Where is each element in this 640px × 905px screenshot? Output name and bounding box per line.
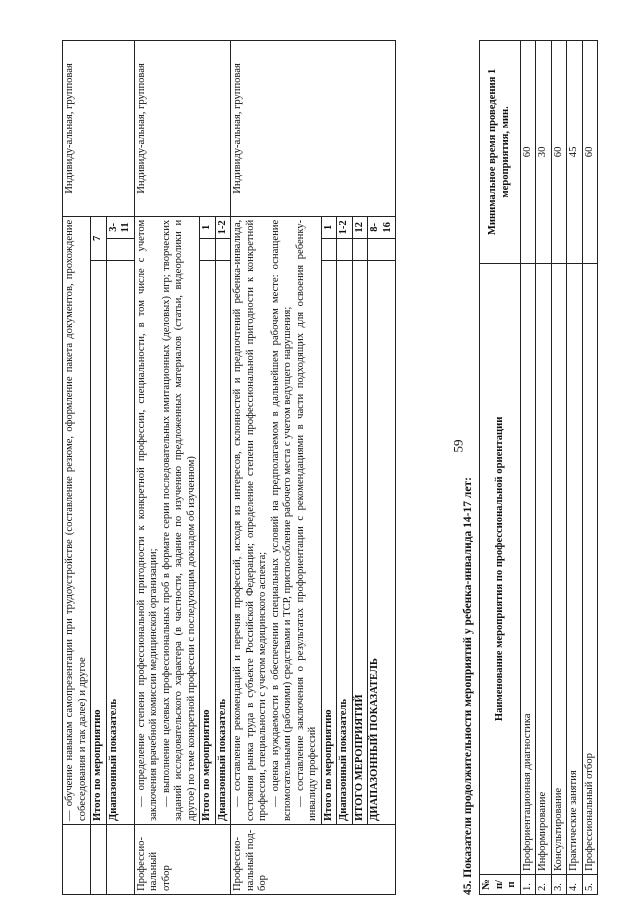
section-total-value: 1 xyxy=(200,216,216,238)
row-name: Консультирование xyxy=(551,263,567,874)
row-name: Профессиональный отбор xyxy=(582,263,598,874)
row-name: Информирование xyxy=(536,263,552,874)
section-name: Профессио-нальный отбор xyxy=(134,825,231,895)
intro-range-label: Диапазонный показатель xyxy=(106,260,134,824)
section-row xyxy=(231,41,322,895)
section-paragraph: — составление рекомендаций и перечня профессий, исходя из интересов, склонностей и предпочтений ребенка-инвалида, состояния рынка труда в субъекте Российской Федерации; определение степени профессиональной пригодности к конкретной профессии, специальности с учетом медицинского аспекта; xyxy=(232,219,268,822)
section-range-label: Диапазонный показатель xyxy=(215,260,231,824)
row-num: 5. xyxy=(582,875,598,895)
row-num: 3. xyxy=(551,875,567,895)
section-form: Индивиду-альная, групповая xyxy=(231,41,396,217)
duration-table xyxy=(479,40,598,895)
section-range-value: 1-2 xyxy=(337,216,353,238)
page-number: 59 xyxy=(450,439,466,453)
section-paragraph: — оценка нуждаемости в обеспечении специальных условий на предполагаемом в дальнейшем рабочем месте: оснащение вспомогательными (рабочими) средствами и ТСР, приспособление рабочего места с учетом ведущего нарушения; xyxy=(269,219,293,822)
row-time: 45 xyxy=(567,41,583,264)
intro-text: — обучение навыкам самопрезентации при трудоустройстве (составление резюме, оформление пакета документов, прохождение собеседования и так далее) и другое xyxy=(63,216,91,824)
section-total-value: 1 xyxy=(321,216,337,238)
grand-range-value: 8-16 xyxy=(368,216,396,238)
intro-form-cell: Индивиду-альная, групповая xyxy=(63,41,135,217)
intro-total-label: Итого по мероприятию xyxy=(91,260,107,824)
section-range-value: 1-2 xyxy=(215,216,231,238)
col-header-num: № п/п xyxy=(480,875,521,895)
grand-total-value: 12 xyxy=(352,216,368,238)
section-range-label: Диапазонный показатель xyxy=(337,260,353,824)
section-paragraph: — выполнение целевых профессиональных проб в формате серии последовательных имитационных (деловых) игр; творческих заданий исследовательского характера (в частности, задание по изучению предложенных материалов (статьи, видеоролики и другое) по теме конкретной профессии с последующим докладом об изученном) xyxy=(160,219,197,822)
table-row xyxy=(551,41,567,895)
intro-row xyxy=(63,41,91,895)
section-total-label: Итого по мероприятию xyxy=(200,260,216,824)
row-time: 60 xyxy=(551,41,567,264)
section-form: Индивиду-альная, групповая xyxy=(134,41,231,217)
section-name: Профессио-нальный под-бор xyxy=(231,825,396,895)
section-total-label: Итого по мероприятию xyxy=(321,260,337,824)
row-num: 1. xyxy=(520,875,536,895)
row-time: 30 xyxy=(536,41,552,264)
intro-total-value: 7 xyxy=(91,216,107,260)
section-paragraph: — определение степени профессиональной пригодности к конкретной профессии, специальности, в том числе с учетом заключения врачебной комиссии медицинской организации; xyxy=(135,219,159,822)
grand-range-label: ДИАПАЗОННЫЙ ПОКАЗАТЕЛЬ xyxy=(368,260,396,824)
table-row xyxy=(520,41,536,895)
table-row xyxy=(536,41,552,895)
program-table xyxy=(62,40,396,895)
row-time: 60 xyxy=(520,41,536,264)
row-name: Профориентационная диагностика xyxy=(520,263,536,874)
section-45-title: 45. Показатели продолжительности мероприятий у ребенка-инвалида 14-17 лет: xyxy=(462,477,474,895)
table-row xyxy=(567,41,583,895)
duration-header-row xyxy=(480,41,521,895)
intro-empty-cell xyxy=(63,825,91,895)
col-header-name: Наименование мероприятия по профессиональной ориентации xyxy=(480,263,521,874)
row-time: 60 xyxy=(582,41,598,264)
section-row xyxy=(134,41,200,895)
col-header-time: Минимальное время проведения 1 мероприятия, мин. xyxy=(480,41,521,264)
table-row xyxy=(582,41,598,895)
row-num: 2. xyxy=(536,875,552,895)
rotated-page-content xyxy=(62,40,595,895)
row-num: 4. xyxy=(567,875,583,895)
section-description xyxy=(231,216,322,824)
section-description xyxy=(134,216,200,824)
intro-range-value: 3-11 xyxy=(106,216,134,238)
grand-total-label: ИТОГО МЕРОПРИЯТИЙ xyxy=(352,260,368,824)
row-name: Практические занятия xyxy=(567,263,583,874)
section-paragraph: — составление заключения о результатах профориентации с рекомендациями в части подходящих для освоения ребенку-инвалиду профессий xyxy=(294,219,318,822)
